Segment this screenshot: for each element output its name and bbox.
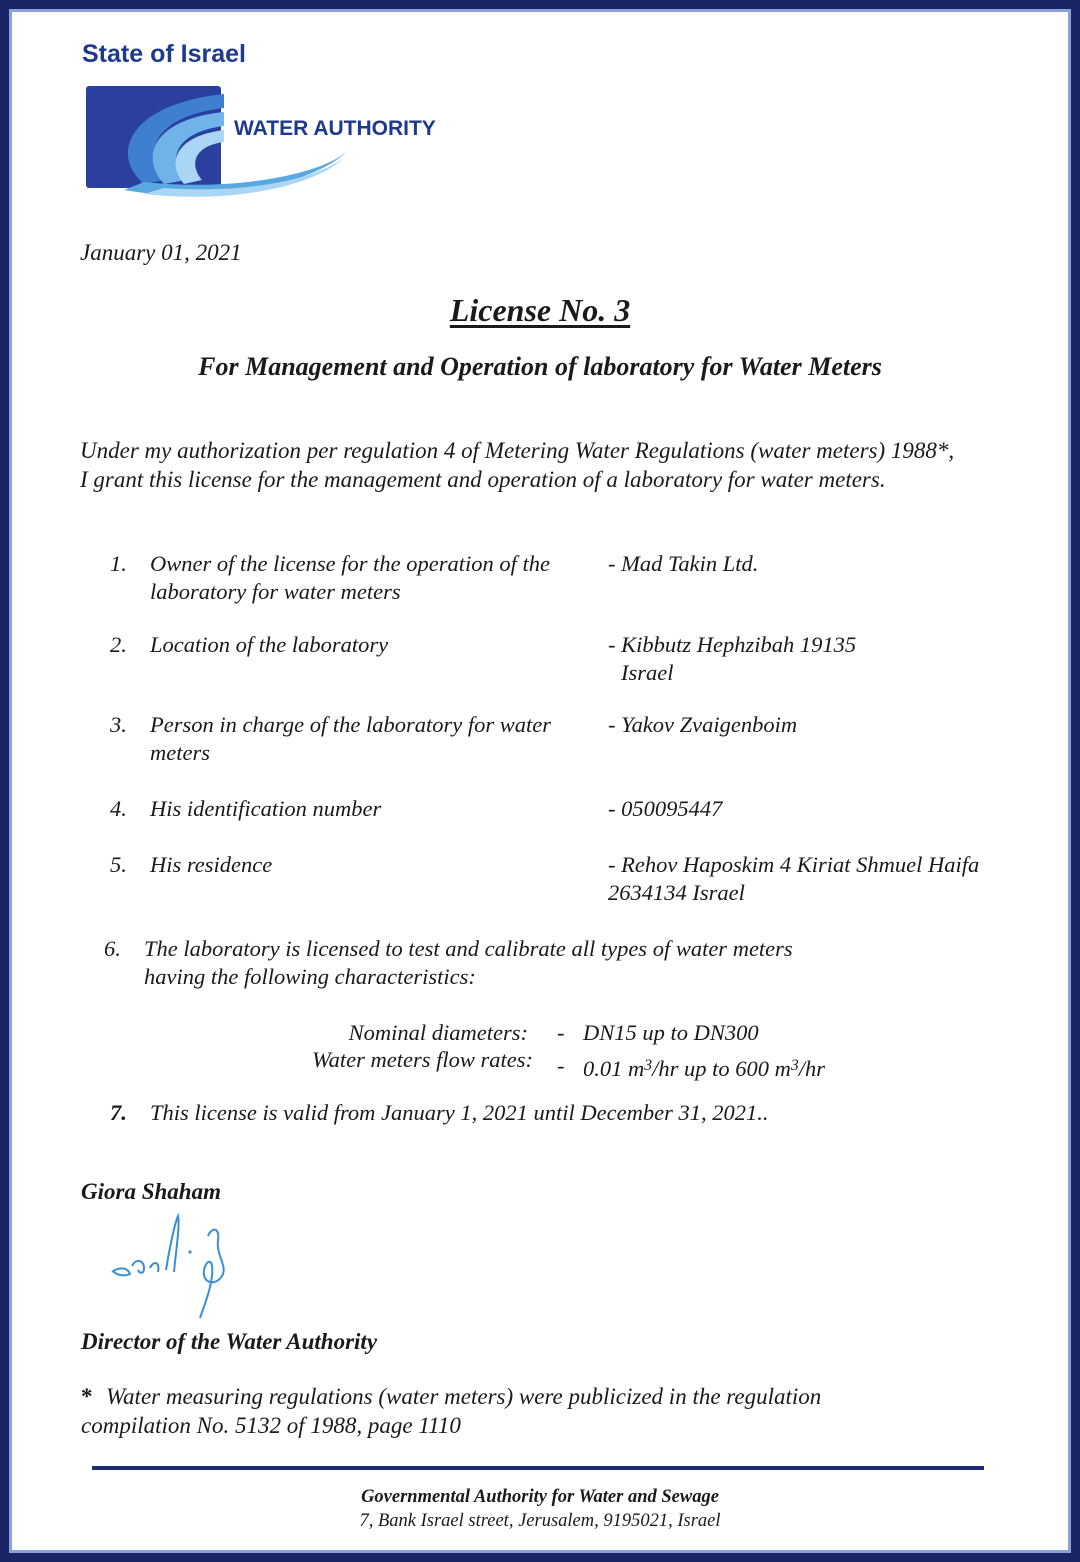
item6-text: The laboratory is licensed to test and calibrate all types of water meters — [144, 936, 793, 961]
signer-title: Director of the Water Authority — [81, 1329, 378, 1354]
item-value-cont: Israel — [621, 660, 674, 685]
item6-text-cont: having the following characteristics: — [144, 964, 476, 989]
logo-text: WATER AUTHORITY — [234, 117, 436, 140]
state-of-israel-heading: State of Israel — [82, 40, 246, 68]
item-label: His residence — [150, 852, 273, 877]
item-value: - 050095447 — [608, 796, 723, 821]
item-label-cont: laboratory for water meters — [150, 579, 401, 604]
water-authority-logo-icon — [84, 84, 464, 200]
flow-rates-value — [583, 1052, 825, 1084]
item-number: 1. — [110, 551, 127, 576]
flow-rate-min: 0.01 m — [583, 1056, 645, 1081]
intro-paragraph: Under my authorization per regulation 4 of Metering Water Regulations (water meters) 1988*, I grant this license for the management and operation of a laboratory for water meters. — [80, 438, 955, 492]
footnote-asterisk: * — [81, 1384, 93, 1409]
flow-rate-unit: /hr — [798, 1056, 826, 1081]
item-label: Owner of the license for the operation of the — [150, 551, 550, 576]
license-subtitle: For Management and Operation of laboratory for Water Meters — [198, 352, 882, 381]
item-label: His identification number — [150, 796, 382, 821]
item-number: 2. — [110, 632, 127, 657]
document-date: January 01, 2021 — [80, 240, 242, 265]
item-value: - Kibbutz Hephzibah 19135 — [608, 632, 857, 657]
footer-address: 7, Bank Israel street, Jerusalem, 9195021, Israel — [359, 1511, 721, 1531]
signature-image — [100, 1206, 240, 1324]
validity-text: This license is valid from January 1, 2021 until December 31, 2021.. — [150, 1100, 769, 1125]
item-number: 7. — [110, 1100, 127, 1125]
item-value-cont: 2634134 Israel — [608, 880, 745, 905]
signer-name: Giora Shaham — [81, 1179, 221, 1204]
item-label: Person in charge of the laboratory for water — [150, 712, 552, 737]
footer-organization: Governmental Authority for Water and Sewage — [361, 1487, 719, 1507]
diameters-dash: - — [557, 1020, 565, 1045]
item-number: 5. — [110, 852, 127, 877]
diameters-label: Nominal diameters: — [348, 1020, 528, 1045]
cubic-superscript: 3 — [644, 1057, 653, 1074]
item-value: - Rehov Haposkim 4 Kiriat Shmuel Haifa — [608, 852, 980, 877]
item-label: Location of the laboratory — [150, 632, 389, 657]
flow-rate-max: /hr up to 600 m — [652, 1056, 791, 1081]
license-title: License No. 3 — [449, 292, 631, 328]
item-value: - Yakov Zvaigenboim — [608, 712, 798, 737]
footnote-text: Water measuring regulations (water meters) were publicized in the regulation — [106, 1384, 822, 1409]
water-authority-logo — [84, 84, 464, 200]
item-value: - Mad Takin Ltd. — [608, 551, 759, 576]
item-number: 6. — [104, 936, 121, 961]
item-label-cont: meters — [150, 740, 210, 765]
flow-rates-dash: - — [557, 1053, 565, 1078]
diameters-value: DN15 up to DN300 — [583, 1020, 759, 1045]
cubic-superscript: 3 — [790, 1057, 799, 1074]
footnote-text-cont: compilation No. 5132 of 1988, page 1110 — [81, 1413, 461, 1438]
item-number: 4. — [110, 796, 127, 821]
flow-rates-label: Water meters flow rates: — [311, 1047, 533, 1072]
footer-divider — [92, 1466, 984, 1470]
item-number: 3. — [110, 712, 127, 737]
